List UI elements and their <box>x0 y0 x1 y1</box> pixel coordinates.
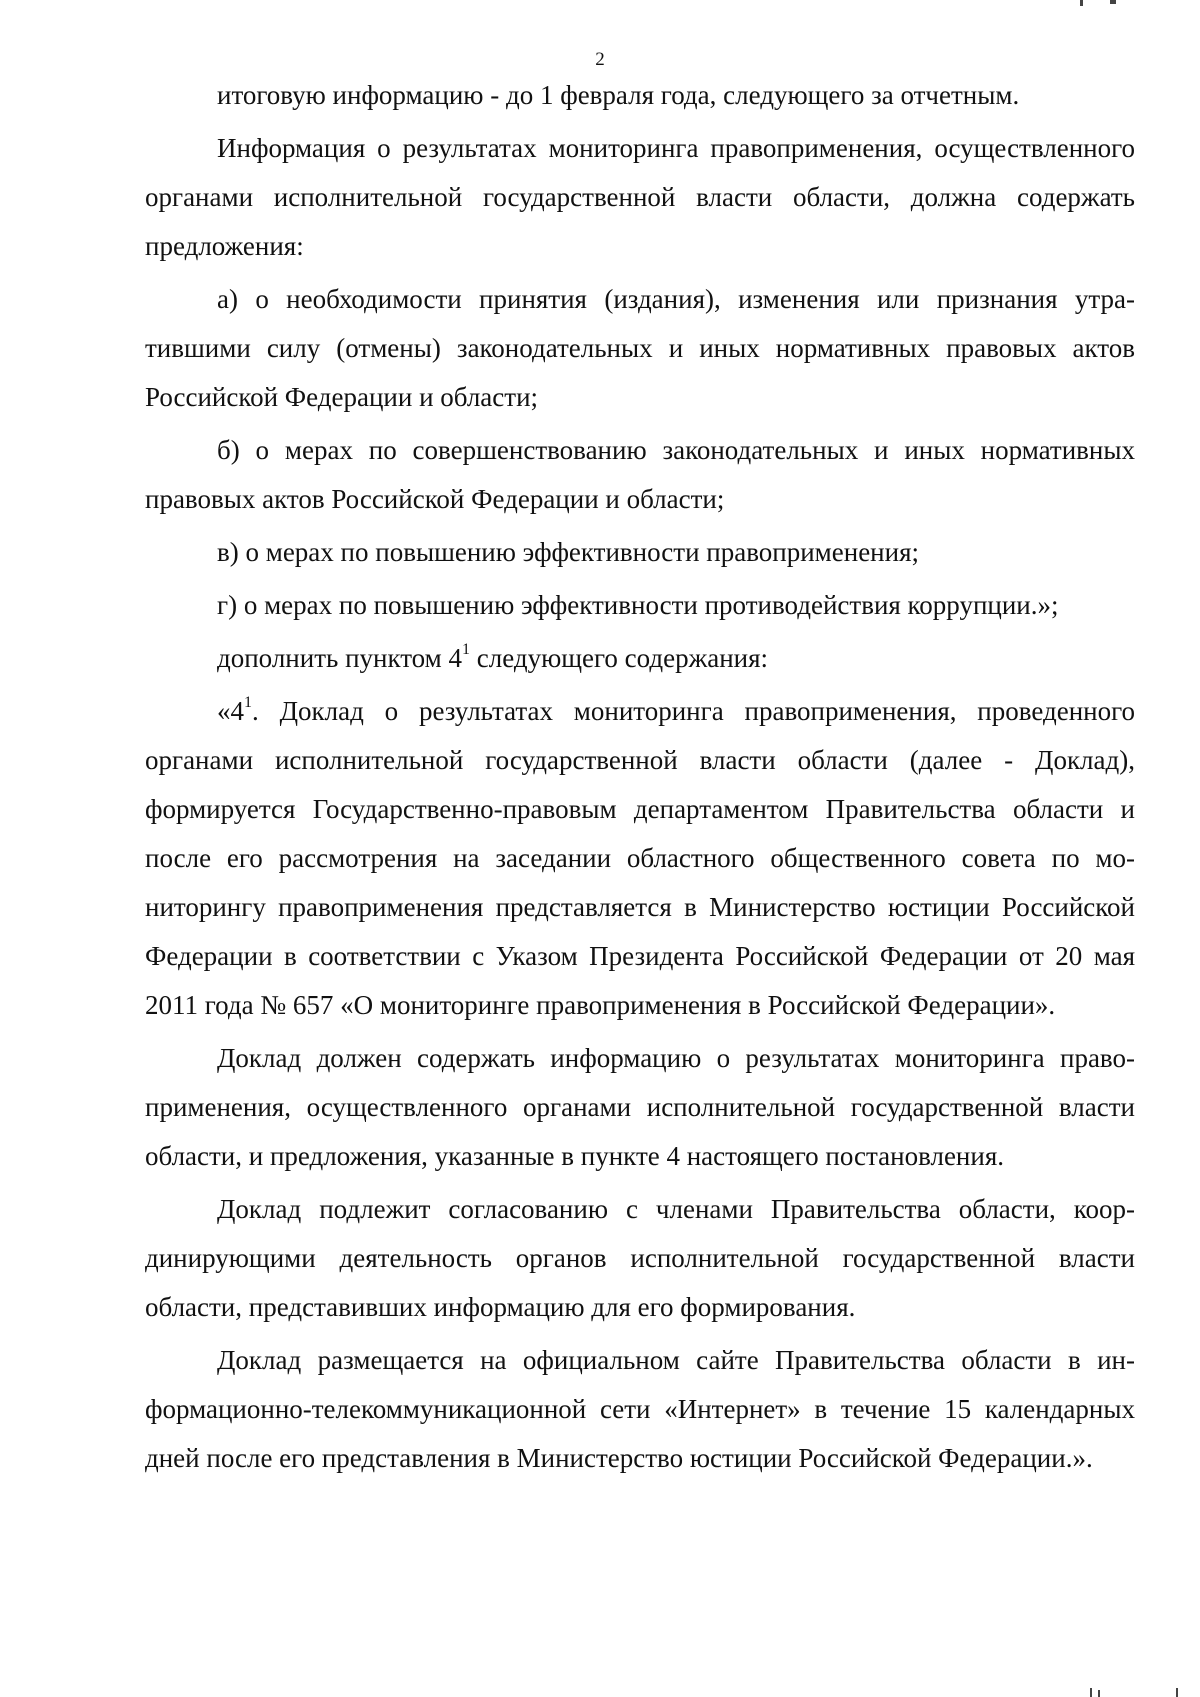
scan-artifact-mark <box>1080 0 1083 6</box>
clause-text: . Доклад о результатах мониторинга правоприменения, проведенного органами исполнительной государственной власти области (далее - Доклад), формируется Государственно-правовым департаментом Правительства области и после его рассмотрения на заседании областного общественного совета по мониторингу правоприменения представляется в Министерство юстиции Российской Федерации в соответствии с Указом Президента Российской Федерации от 20 мая 2011 года № 657 «О мониторинге правоприменения в Российской Федерации». <box>145 696 1135 1020</box>
page-number: 2 <box>595 49 605 70</box>
scan-artifact-mark <box>1176 1688 1178 1697</box>
paragraph-report-approval: Доклад подлежит согласованию с членами Правительства области, координирующими деятельность органов исполнительной государственной власти области, представивших информацию для его формирования. <box>145 1194 1135 1322</box>
paragraph-monitoring-info-proposals: Информация о результатах мониторинга правоприменения, осуществленного органами исполнительной государственной власти области, должна содержать предложения: <box>145 133 1135 261</box>
scan-artifact-mark <box>1110 0 1116 4</box>
scan-artifact-mark <box>1090 1688 1092 1697</box>
list-item-v: в) о мерах по повышению эффективности правоприменения; <box>217 537 919 567</box>
paragraph-report-content: Доклад должен содержать информацию о результатах мониторинга правоприменения, осуществленного органами исполнительной государственной власти области, и предложения, указанные в пункте 4 настоящего постановления. <box>145 1043 1135 1171</box>
paragraph-final-info-deadline: итоговую информацию - до 1 февраля года, следующего за отчетным. <box>217 80 1020 110</box>
superscript-mark: 1 <box>462 641 470 658</box>
scan-artifact-mark <box>1098 1690 1100 1697</box>
superscript-mark: 1 <box>244 694 252 711</box>
document-body <box>145 71 1135 1487</box>
paragraph-report-publication: Доклад размещается на официальном сайте Правительства области в информационно-телекоммуникационной сети «Интернет» в течение 15 календарных дней после его представления в Министерство юстиции Российской Федерации.». <box>145 1345 1135 1473</box>
list-item-b: б) о мерах по совершенствованию законодательных и иных нормативных правовых актов Российской Федерации и области; <box>145 435 1135 514</box>
list-item-g: г) о мерах по повышению эффективности противодействия коррупции.»; <box>217 590 1059 620</box>
paragraph-clause-4-1 <box>145 687 1135 1030</box>
add-clause-text: дополнить пунктом 4 <box>217 643 462 673</box>
list-item-a: а) о необходимости принятия (издания), изменения или признания утратившими силу (отмены) законодательных и иных нормативных правовых актов Российской Федерации и области; <box>145 284 1135 412</box>
paragraph-add-clause <box>145 634 1135 683</box>
add-clause-text-end: следующего содержания: <box>470 643 769 673</box>
clause-number: «4 <box>217 696 244 726</box>
